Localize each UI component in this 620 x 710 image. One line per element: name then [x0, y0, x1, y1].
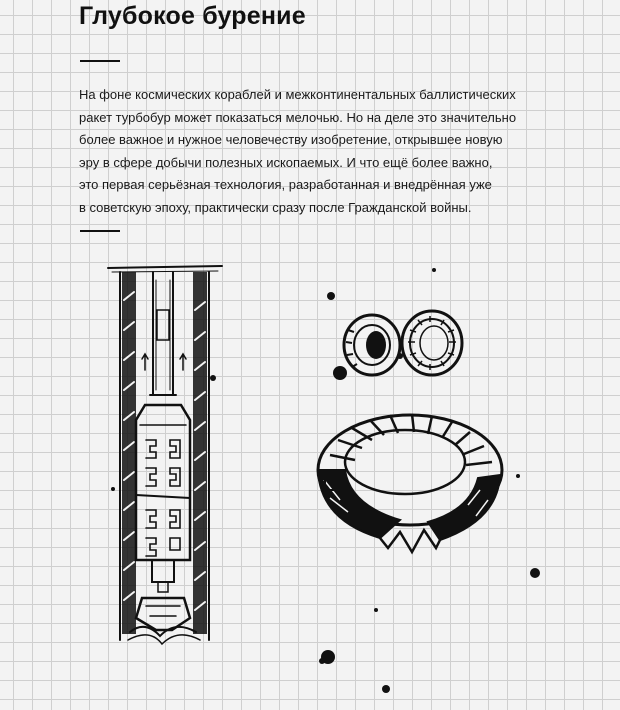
- article-line: в советскую эпоху, практически сразу после Гражданской войны.: [79, 199, 472, 215]
- title-divider: [80, 60, 120, 62]
- page-title: Глубокое бурение: [79, 2, 306, 30]
- article-line: На фоне космических кораблей и межконтинентальных баллистических: [79, 87, 516, 102]
- article-body: [79, 84, 569, 219]
- article-line: это первая серьёзная технология, разработанная и внедрённая уже: [79, 177, 492, 192]
- bearing-rings-sketch-icon: [344, 311, 462, 375]
- article-line: ракет турбобур может показаться мелочью. Но на деле это значительно: [79, 109, 517, 125]
- article-line: эру в сфере добычи полезных ископаемых. И что ещё более важно,: [79, 154, 493, 170]
- ink-splatter-icon: [111, 268, 540, 693]
- turbodrill-sketch-icon: [108, 266, 222, 644]
- article-line: более важное и нужное человечеству изобретение, открывшее новую: [79, 132, 503, 147]
- turbine-stage-sketch-icon: [318, 414, 502, 552]
- body-divider: [80, 230, 120, 232]
